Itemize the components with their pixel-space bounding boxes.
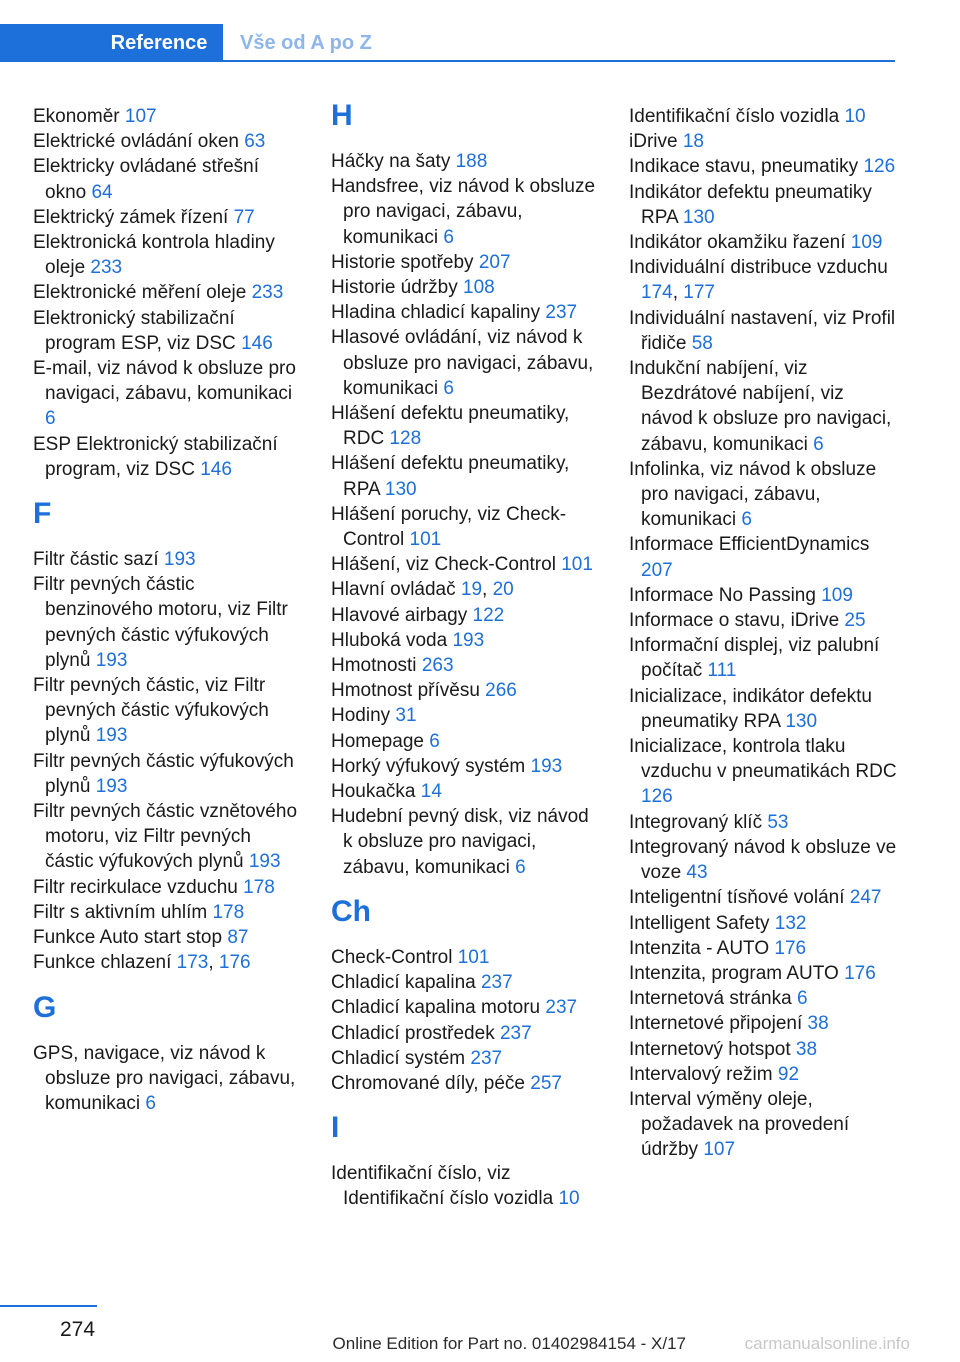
page-link[interactable]: 237 <box>545 302 578 324</box>
tab-a-to-z[interactable]: Vše od A po Z <box>240 32 372 54</box>
page-link[interactable]: 10 <box>844 106 866 127</box>
index-entry <box>33 230 301 280</box>
index-entry <box>629 356 899 457</box>
watermark: carmanualsonline.info <box>744 1334 910 1353</box>
index-entry <box>629 583 899 608</box>
index-entry-term: Chladicí kapalina motoru <box>331 997 546 1019</box>
index-entry-term: Indikátor defektu pneumatiky RPA <box>629 181 872 228</box>
index-entry <box>33 749 301 799</box>
page-link[interactable]: 146 <box>241 332 273 354</box>
index-column-3 <box>629 104 899 1163</box>
index-entry <box>331 149 599 174</box>
index-entry-term: Indukční nabíjení, viz Bezdrátové nabíjení, viz návod k obsluze pro navigaci, zábavu, komunikaci <box>629 358 892 455</box>
index-entry-term: Historie spotřeby <box>331 251 479 273</box>
page-link[interactable]: 233 <box>251 282 284 304</box>
index-entry-term: Indikátor okamžiku řazení <box>629 232 851 254</box>
page-link[interactable]: 58 <box>691 332 713 354</box>
page-link[interactable]: 193 <box>95 725 128 747</box>
page-link[interactable]: 19 <box>460 579 483 601</box>
index-entry <box>33 129 301 154</box>
page-link[interactable]: 6 <box>443 226 454 248</box>
page-link[interactable]: 101 <box>457 946 490 968</box>
index-entry <box>629 734 899 810</box>
index-entry-term: Intenzita, program AUTO <box>629 962 845 984</box>
index-entry <box>331 603 599 628</box>
index-entry <box>331 552 599 577</box>
index-entry-term: Hmotnost přívěsu <box>331 680 486 702</box>
page-link[interactable]: 257 <box>530 1072 562 1094</box>
index-entry-term: Chromované díly, péče <box>331 1072 531 1094</box>
index-entry-term: Filtr pevných částic vznětového motoru, viz Filtr pevných částic výfukových plynů <box>33 801 298 873</box>
index-entry <box>331 250 599 275</box>
index-entry-term: Identifikační číslo, viz Identifikační číslo vozidla <box>331 1163 559 1210</box>
index-entry <box>33 572 301 673</box>
index-entry-term: Informace EfficientDynamics <box>629 534 870 556</box>
index-entry-term: Intenzita - AUTO <box>629 937 775 959</box>
index-entry-term: Internetová stránka <box>629 988 797 1010</box>
index-entry-term: Individuální nastavení, viz Profil řidiče <box>629 307 896 354</box>
page-link[interactable]: 237 <box>545 997 578 1019</box>
page-link[interactable]: 63 <box>244 131 266 153</box>
index-entry <box>629 154 899 179</box>
page-link[interactable]: 193 <box>163 549 196 571</box>
index-entry <box>629 129 899 154</box>
page-link[interactable]: 87 <box>227 927 249 949</box>
index-entry <box>331 729 599 754</box>
index-entry <box>629 255 899 305</box>
page-link[interactable]: 6 <box>813 433 824 455</box>
index-entry-term: Elektrický zámek řízení <box>33 206 234 228</box>
page-link[interactable]: 237 <box>470 1047 503 1069</box>
index-entry <box>331 577 599 602</box>
index-entry-term: Funkce Auto start stop <box>33 927 228 949</box>
index-entry-term: Inicializace, indikátor defektu pneumatiky RPA <box>629 685 872 732</box>
index-entry <box>331 995 599 1020</box>
page-link[interactable]: 247 <box>849 887 882 909</box>
index-entry-term: Indikace stavu, pneumatiky <box>629 156 864 178</box>
index-entry <box>629 1062 899 1087</box>
page-link[interactable]: 109 <box>850 232 883 254</box>
index-entry <box>33 799 301 875</box>
page-link[interactable]: 130 <box>785 710 818 732</box>
page-link[interactable]: 193 <box>452 629 485 651</box>
page-link[interactable]: 20 <box>492 579 514 601</box>
page-link[interactable]: 77 <box>233 206 255 228</box>
index-entry-term: Funkce chlazení <box>33 952 177 974</box>
index-entry <box>629 1087 899 1163</box>
page-link[interactable]: 92 <box>777 1063 800 1085</box>
index-entry <box>629 810 899 835</box>
index-entry <box>33 673 301 749</box>
index-entry <box>33 432 301 482</box>
index-entry <box>629 911 899 936</box>
page-link[interactable]: 6 <box>145 1092 156 1114</box>
page-link[interactable]: 107 <box>124 106 157 127</box>
page-link[interactable]: 6 <box>796 988 808 1010</box>
index-entry-term: Informační displej, viz palubní počítač <box>629 635 880 682</box>
page-link[interactable]: 178 <box>212 901 245 923</box>
index-entry-term: Hluboká voda <box>331 629 453 651</box>
index-entry-term: Háčky na šaty <box>331 151 456 172</box>
index-entry <box>331 653 599 678</box>
page-separator: , <box>482 579 493 601</box>
index-entry-term: Filtr pevných částic benzinového motoru, viz Filtr pevných částic výfukových plynů <box>33 574 288 671</box>
index-entry <box>331 970 599 995</box>
page-link[interactable]: 6 <box>443 377 454 399</box>
index-entry-term: Homepage <box>331 730 430 752</box>
index-entry <box>629 457 899 533</box>
index-entry-term: Informace No Passing <box>629 584 822 606</box>
page-link[interactable]: 126 <box>863 156 896 178</box>
index-entry-term: Historie údržby <box>331 277 463 299</box>
index-entry-term: Informace o stavu, iDrive <box>629 610 845 632</box>
page-link[interactable]: 6 <box>741 509 752 531</box>
index-entry <box>629 306 899 356</box>
page-link[interactable]: 101 <box>561 554 593 576</box>
index-entry-term: Hlášení poruchy, viz Check-Control <box>331 503 567 551</box>
index-letter-heading: G <box>33 990 57 1024</box>
index-entry-term: iDrive <box>629 131 683 153</box>
index-entry-term: Filtr s aktivním uhlím <box>33 901 213 923</box>
index-entry <box>33 547 301 572</box>
index-entry <box>33 205 301 230</box>
index-entry-term: Hodiny <box>331 705 396 727</box>
page-link[interactable]: 176 <box>218 952 251 974</box>
page-link[interactable]: 107 <box>703 1139 736 1161</box>
index-entry <box>33 356 301 432</box>
page-link[interactable]: 64 <box>91 181 113 203</box>
page-link[interactable]: 207 <box>478 251 511 273</box>
index-entry-term: Integrovaný návod k obsluze ve voze <box>629 836 897 884</box>
page-link[interactable]: 193 <box>95 775 128 797</box>
index-entry <box>629 961 899 986</box>
index-entry <box>331 502 599 552</box>
index-entry <box>629 532 899 582</box>
index-letter-heading: H <box>331 99 353 132</box>
page-link[interactable]: 176 <box>774 937 807 959</box>
index-entry-term: Integrovaný klíč <box>629 811 768 833</box>
index-entry <box>331 1046 599 1071</box>
footer-rule <box>0 1305 97 1307</box>
page-link[interactable]: 111 <box>707 660 737 682</box>
page-link[interactable]: 207 <box>641 559 673 581</box>
page-link[interactable]: 237 <box>480 972 513 994</box>
index-entry-term: Elektronické měření oleje <box>33 282 252 304</box>
index-entry <box>331 628 599 653</box>
index-entry <box>33 875 301 900</box>
index-entry-term: Filtr pevných částic výfukových plynů <box>33 750 294 797</box>
index-entry-term: Filtr částic sazí <box>33 549 164 571</box>
index-entry-term: Internetové připojení <box>629 1013 808 1035</box>
index-letter-heading: I <box>331 1111 340 1145</box>
page-link[interactable]: 6 <box>45 408 56 430</box>
index-entry <box>331 779 599 804</box>
index-entry-term: Chladicí prostředek <box>331 1022 500 1044</box>
index-entry <box>33 1041 301 1117</box>
index-entry <box>331 451 599 501</box>
index-entry <box>331 1161 599 1211</box>
index-entry <box>331 1021 599 1046</box>
index-entry-term: Hmotnosti <box>331 655 422 677</box>
index-entry-term: ESP Elektronický stabilizační program, viz DSC <box>33 433 278 480</box>
index-entry <box>33 925 301 950</box>
header-bar <box>0 24 895 62</box>
index-entry <box>331 1071 599 1096</box>
index-entry <box>33 104 301 129</box>
page-link[interactable]: 263 <box>421 655 454 677</box>
page-separator: , <box>672 282 684 304</box>
page-link[interactable]: 130 <box>682 206 715 228</box>
index-entry <box>331 754 599 779</box>
page-link[interactable]: 146 <box>200 458 232 480</box>
index-column-1 <box>33 104 301 1116</box>
index-entry-term: Hlášení, viz Check-Control <box>331 554 562 576</box>
page-link[interactable]: 43 <box>686 862 708 884</box>
page-link[interactable]: 10 <box>558 1188 580 1210</box>
index-entry-term: E-mail, viz návod k obsluze pro navigaci, zábavu, komunikaci <box>33 358 296 405</box>
index-entry <box>629 230 899 255</box>
index-entry <box>629 1037 899 1062</box>
page-link[interactable]: 14 <box>420 781 442 803</box>
index-entry-term: Hlavní ovládač <box>331 579 461 601</box>
index-entry <box>331 300 599 325</box>
page-link[interactable]: 177 <box>683 282 715 304</box>
page-link[interactable]: 109 <box>821 584 853 606</box>
page-link[interactable]: 126 <box>641 786 673 808</box>
header-accent-block <box>0 24 95 62</box>
page-link[interactable]: 31 <box>395 705 417 727</box>
page-link[interactable]: 128 <box>389 428 422 450</box>
index-entry-term: Hlavové airbagy <box>331 604 473 626</box>
page-link[interactable]: 25 <box>844 610 866 632</box>
page-link[interactable]: 18 <box>682 131 704 153</box>
page-link[interactable]: 193 <box>95 649 128 671</box>
index-entry-term: Horký výfukový systém <box>331 755 531 777</box>
index-entry-term: Houkačka <box>331 781 421 803</box>
page-number: 274 <box>60 1318 96 1341</box>
page-link[interactable]: 237 <box>499 1022 532 1044</box>
index-entry-term: Infolinka, viz návod k obsluze pro navigaci, zábavu, komunikaci <box>629 458 877 531</box>
index-entry <box>33 154 301 204</box>
index-column-2 <box>331 99 599 1212</box>
page-link[interactable]: 174 <box>641 282 673 304</box>
index-entry-term: Intelligent Safety <box>629 912 775 934</box>
page-link[interactable]: 176 <box>844 962 876 984</box>
index-entry-term: Interval výměny oleje, požadavek na provedení údržby <box>629 1088 850 1161</box>
header-rule <box>0 60 895 62</box>
index-entry-term: GPS, navigace, viz návod k obsluze pro navigaci, zábavu, komunikaci <box>33 1042 296 1114</box>
index-entry-term: Hlasové ovládání, viz návod k obsluze pro navigaci, zábavu, komunikaci <box>331 327 594 399</box>
page-link[interactable]: 108 <box>463 277 495 299</box>
index-entry-term: Handsfree, viz návod k obsluze pro navigaci, zábavu, komunikaci <box>331 176 596 248</box>
index-entry <box>331 275 599 300</box>
index-entry-term: Hudební pevný disk, viz návod k obsluze pro navigaci, zábavu, komunikaci <box>331 806 589 878</box>
index-entry <box>33 900 301 925</box>
page-link[interactable]: 193 <box>530 755 563 777</box>
index-entry-term: Hlášení defektu pneumatiky, RPA <box>331 453 570 500</box>
page-link[interactable]: 266 <box>485 680 517 702</box>
index-entry <box>33 950 301 975</box>
index-entry-term: Identifikační číslo vozidla <box>629 106 845 127</box>
index-entry <box>629 986 899 1011</box>
page-link[interactable]: 188 <box>455 151 488 172</box>
page-link[interactable]: 130 <box>384 478 417 500</box>
index-entry <box>629 885 899 910</box>
index-entry <box>331 678 599 703</box>
index-entry-term: Inteligentní tísňové volání <box>629 887 850 909</box>
page-separator: , <box>208 952 219 974</box>
index-entry-term: Internetový hotspot <box>629 1038 796 1060</box>
index-entry <box>331 401 599 451</box>
index-letter-heading: F <box>33 497 52 531</box>
index-entry-term: Hlášení defektu pneumatiky, RDC <box>331 403 570 450</box>
index-entry <box>629 684 899 734</box>
index-entry <box>629 104 899 129</box>
index-entry-term: Intervalový režim <box>629 1063 778 1085</box>
page-link[interactable]: 193 <box>248 851 281 873</box>
tab-reference[interactable]: Reference <box>95 24 223 62</box>
index-entry <box>33 280 301 305</box>
index-entry-term: Hladina chladicí kapaliny <box>331 302 546 324</box>
index-entry-term: Elektrické ovládání oken <box>33 131 245 153</box>
page-link[interactable]: 101 <box>409 529 442 551</box>
page-link[interactable]: 6 <box>515 856 526 878</box>
index-entry <box>629 633 899 683</box>
index-entry-term: Elektronická kontrola hladiny oleje <box>33 232 275 279</box>
page-link[interactable]: 233 <box>90 257 123 279</box>
page-link[interactable]: 6 <box>429 730 440 752</box>
index-entry-term: Filtr recirkulace vzduchu <box>33 876 244 898</box>
page-link[interactable]: 38 <box>807 1013 829 1035</box>
index-entry <box>629 608 899 633</box>
index-entry-term: Elektronický stabilizační program ESP, viz DSC <box>33 307 242 354</box>
index-entry <box>331 174 599 250</box>
index-entry <box>33 306 301 356</box>
index-entry-term: Chladicí systém <box>331 1047 471 1069</box>
index-entry <box>331 945 599 970</box>
index-entry <box>331 804 599 880</box>
index-entry <box>629 180 899 230</box>
index-entry <box>331 325 599 401</box>
index-entry <box>629 936 899 961</box>
index-entry-term: Inicializace, kontrola tlaku vzduchu v pneumatikách RDC <box>629 736 897 783</box>
index-entry <box>331 703 599 728</box>
index-entry-term: Chladicí kapalina <box>331 972 481 994</box>
index-entry <box>629 1011 899 1036</box>
index-entry-term: Elektricky ovládané střešní okno <box>33 156 259 203</box>
index-entry-term: Ekonoměr <box>33 106 125 127</box>
index-entry-term: Individuální distribuce vzduchu <box>629 257 888 279</box>
index-entry-term: Filtr pevných částic, viz Filtr pevných částic výfukových plynů <box>33 675 269 747</box>
page-link[interactable]: 173 <box>176 952 209 974</box>
page-link[interactable]: 132 <box>774 912 807 934</box>
page-link[interactable]: 38 <box>795 1038 818 1060</box>
edition-note: Online Edition for Part no. 01402984154 - X/17 <box>332 1334 686 1353</box>
page-link[interactable]: 178 <box>243 876 275 898</box>
page-link[interactable]: 53 <box>767 811 789 833</box>
index-entry <box>629 835 899 885</box>
index-entry-term: Check-Control <box>331 946 458 968</box>
index-letter-heading: Ch <box>331 894 371 928</box>
page-link[interactable]: 122 <box>472 604 505 626</box>
